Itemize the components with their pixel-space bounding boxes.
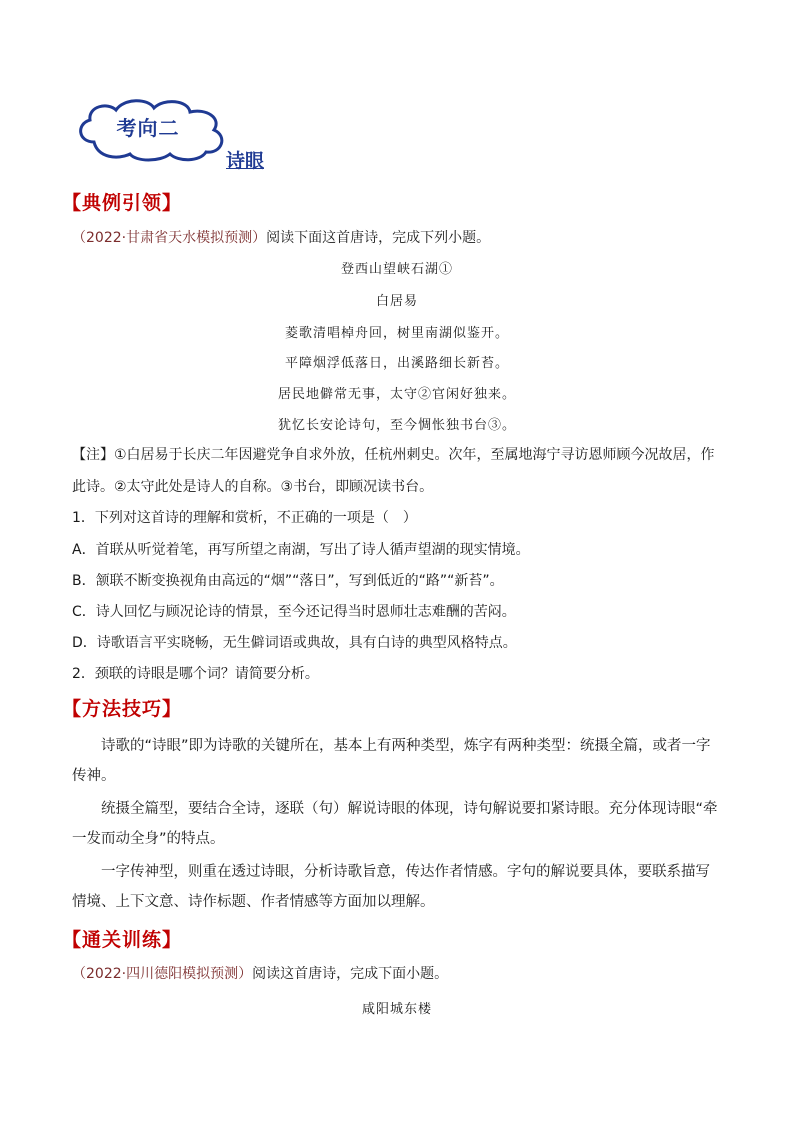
question-2: 2．颈联的诗眼是哪个词？请简要分析。 [72, 666, 319, 682]
section-title-example: 【典例引领】 [62, 192, 183, 214]
option-c: C．诗人回忆与顾况论诗的情景，至今还记得当时恩师壮志难酬的苦闷。 [72, 604, 516, 620]
question-1: 1．下列对这首诗的理解和赏析，不正确的一项是（ ） [72, 510, 417, 526]
notes-line: 此诗。②太守此处是诗人的自称。③书台，即顾况读书台。 [72, 479, 434, 495]
poem-line: 菱歌清唱棹舟回，树里南湖似鉴开。 [284, 326, 509, 341]
example-source: （2022·甘肃省天水模拟预测） [72, 230, 267, 246]
notes-line: 【注】①白居易于长庆二年因避党争自求外放，任杭州刺史。次年，至属地海宁寻访恩师顾今况故居，作 [72, 447, 715, 463]
topic-title: 诗眼 [226, 150, 265, 172]
poem-line: 平障烟浮低落日，出溪路细长新苔。 [284, 356, 509, 371]
poem-line: 犹忆长安论诗句，至今惆怅独书台③。 [277, 418, 516, 433]
option-d: D．诗歌语言平实晓畅，无生僻词语或典故，具有白诗的典型风格特点。 [72, 635, 517, 651]
section-title-method: 【方法技巧】 [62, 698, 183, 720]
poem-line: 居民地僻常无事，太守②官闲好独来。 [277, 387, 516, 402]
method-paragraph: 统摄全篇型，要结合全诗，逐联（句）解说诗眼的体现，诗句解说要扣紧诗眼。充分体现诗眼“牵一发而动全身”的特点。 [72, 801, 718, 847]
topic-badge-label: 考向二 [116, 116, 180, 140]
option-b: B．颔联不断变换视角由高远的“烟”“落日”，写到低近的“路”“新苔”。 [72, 573, 504, 589]
option-a: A．首联从听觉着笔，再写所望之南湖，写出了诗人循声望湖的现实情境。 [72, 542, 530, 558]
method-paragraph: 诗歌的“诗眼”即为诗歌的关键所在，基本上有两种类型，炼字有两种类型：统摄全篇，或者一字传神。 [72, 738, 711, 784]
section-title-training: 【通关训练】 [62, 929, 183, 951]
example-instruction: 阅读下面这首唐诗，完成下列小题。 [266, 230, 491, 246]
poem-title: 登西山望峡石湖① [340, 262, 453, 277]
method-paragraph: 一字传神型，则重在透过诗眼，分析诗歌旨意，传达作者情感。字句的解说要具体，要联系描写情境、上下文意、诗作标题、作者情感等方面加以理解。 [72, 864, 710, 910]
poem2-title: 咸阳城东楼 [361, 1002, 432, 1017]
poem-author: 白居易 [375, 294, 418, 309]
training-instruction: 阅读这首唐诗，完成下面小题。 [252, 966, 449, 982]
training-source: （2022·四川德阳模拟预测） [72, 966, 253, 982]
training-intro [72, 964, 448, 984]
example-intro [72, 228, 490, 248]
